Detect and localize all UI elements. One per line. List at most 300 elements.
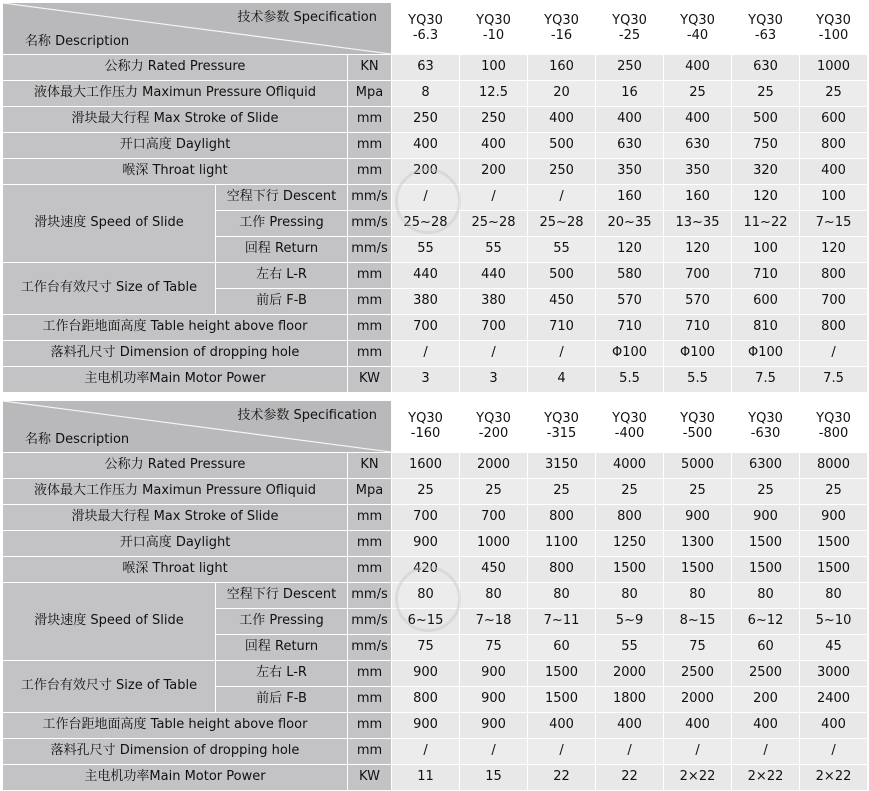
value-cell: 1600 bbox=[392, 453, 460, 479]
value-cell: 2×22 bbox=[664, 765, 732, 791]
spec-header-label: 技术参数 Specification bbox=[237, 10, 378, 25]
spec-row-descent bbox=[3, 583, 868, 609]
value-cell: 2×22 bbox=[800, 765, 868, 791]
value-cell: 7~11 bbox=[528, 609, 596, 635]
value-cell: 800 bbox=[800, 315, 868, 341]
row-label: 公称力 Rated Pressure bbox=[3, 453, 348, 479]
value-cell: 160 bbox=[664, 185, 732, 211]
value-cell: 25 bbox=[800, 81, 868, 107]
value-cell: 380 bbox=[392, 289, 460, 315]
description-header-label: 名称 Description bbox=[25, 33, 130, 49]
value-cell: 11~22 bbox=[732, 211, 800, 237]
unit-cell: KW bbox=[348, 765, 392, 791]
value-cell: 600 bbox=[732, 289, 800, 315]
value-cell: 2000 bbox=[460, 453, 528, 479]
value-cell: 55 bbox=[596, 635, 664, 661]
row-label: 工作台距地面高度 Table height above floor bbox=[3, 315, 348, 341]
unit-cell: Mpa bbox=[348, 81, 392, 107]
model-suffix: -100 bbox=[818, 27, 849, 43]
value-cell: 700 bbox=[664, 263, 732, 289]
value-cell: Φ100 bbox=[596, 341, 664, 367]
value-cell: 450 bbox=[528, 289, 596, 315]
spec-row-table_height bbox=[3, 713, 868, 739]
model-suffix: -160 bbox=[410, 425, 441, 441]
sub-row-label: 前后 F-B bbox=[216, 289, 348, 315]
value-cell: 25 bbox=[800, 479, 868, 505]
value-cell: 2×22 bbox=[732, 765, 800, 791]
value-cell: 100 bbox=[460, 55, 528, 81]
value-cell: / bbox=[664, 739, 732, 765]
value-cell: 250 bbox=[596, 55, 664, 81]
value-cell: 320 bbox=[732, 159, 800, 185]
model-series: YQ30 bbox=[612, 410, 647, 426]
value-cell: 400 bbox=[596, 713, 664, 739]
model-series: YQ30 bbox=[612, 12, 647, 28]
model-series: YQ30 bbox=[544, 410, 579, 426]
value-cell: 440 bbox=[460, 263, 528, 289]
value-cell: 250 bbox=[460, 107, 528, 133]
spec-table-1 bbox=[2, 2, 868, 393]
unit-cell: mm/s bbox=[348, 609, 392, 635]
value-cell: Φ100 bbox=[732, 341, 800, 367]
model-suffix: -630 bbox=[750, 425, 781, 441]
value-cell: 7~18 bbox=[460, 609, 528, 635]
table-header-corner bbox=[3, 3, 392, 55]
value-cell: 380 bbox=[460, 289, 528, 315]
unit-cell: mm/s bbox=[348, 583, 392, 609]
value-cell: 350 bbox=[596, 159, 664, 185]
model-suffix: -63 bbox=[754, 27, 777, 43]
value-cell: 5.5 bbox=[596, 367, 664, 393]
row-label: 公称力 Rated Pressure bbox=[3, 55, 348, 81]
value-cell: 8~15 bbox=[664, 609, 732, 635]
value-cell: 700 bbox=[392, 505, 460, 531]
value-cell: 75 bbox=[392, 635, 460, 661]
value-cell: 400 bbox=[528, 713, 596, 739]
value-cell: 200 bbox=[460, 159, 528, 185]
value-cell: 25~28 bbox=[528, 211, 596, 237]
value-cell: 900 bbox=[732, 505, 800, 531]
unit-cell: mm bbox=[348, 661, 392, 687]
value-cell: 630 bbox=[596, 133, 664, 159]
spec-row-max_pressure bbox=[3, 81, 868, 107]
sub-row-label: 前后 F-B bbox=[216, 687, 348, 713]
unit-cell: mm bbox=[348, 315, 392, 341]
value-cell: 350 bbox=[664, 159, 732, 185]
value-cell: 55 bbox=[460, 237, 528, 263]
unit-cell: mm bbox=[348, 133, 392, 159]
value-cell: 580 bbox=[596, 263, 664, 289]
model-series: YQ30 bbox=[816, 12, 851, 28]
model-series: YQ30 bbox=[680, 12, 715, 28]
value-cell: 800 bbox=[392, 687, 460, 713]
value-cell: 22 bbox=[528, 765, 596, 791]
model-header bbox=[664, 3, 732, 55]
value-cell: 400 bbox=[460, 133, 528, 159]
value-cell: 2400 bbox=[800, 687, 868, 713]
spec-row-descent bbox=[3, 185, 868, 211]
value-cell: 440 bbox=[392, 263, 460, 289]
value-cell: 500 bbox=[528, 263, 596, 289]
row-label: 落料孔尺寸 Dimension of dropping hole bbox=[3, 739, 348, 765]
unit-cell: mm bbox=[348, 739, 392, 765]
value-cell: 25~28 bbox=[460, 211, 528, 237]
value-cell: 7.5 bbox=[732, 367, 800, 393]
spec-row-lr bbox=[3, 661, 868, 687]
value-cell: 200 bbox=[392, 159, 460, 185]
spec-row-rated_pressure bbox=[3, 453, 868, 479]
value-cell: 2500 bbox=[664, 661, 732, 687]
model-header bbox=[732, 3, 800, 55]
value-cell: 80 bbox=[460, 583, 528, 609]
spec-row-rated_pressure bbox=[3, 55, 868, 81]
spec-row-motor bbox=[3, 367, 868, 393]
value-cell: / bbox=[596, 739, 664, 765]
row-label: 工作台距地面高度 Table height above floor bbox=[3, 713, 348, 739]
model-series: YQ30 bbox=[748, 410, 783, 426]
value-cell: 25 bbox=[392, 479, 460, 505]
model-series: YQ30 bbox=[476, 12, 511, 28]
value-cell: 15 bbox=[460, 765, 528, 791]
value-cell: 7.5 bbox=[800, 367, 868, 393]
value-cell: 2000 bbox=[664, 687, 732, 713]
value-cell: 900 bbox=[392, 531, 460, 557]
value-cell: 60 bbox=[528, 635, 596, 661]
value-cell: 63 bbox=[392, 55, 460, 81]
value-cell: 1500 bbox=[800, 557, 868, 583]
model-series: YQ30 bbox=[816, 410, 851, 426]
model-series: YQ30 bbox=[408, 410, 443, 426]
value-cell: 80 bbox=[800, 583, 868, 609]
sub-row-label: 空程下行 Descent bbox=[216, 583, 348, 609]
value-cell: / bbox=[528, 185, 596, 211]
value-cell: 570 bbox=[596, 289, 664, 315]
model-header bbox=[460, 3, 528, 55]
spec-row-throat bbox=[3, 159, 868, 185]
value-cell: / bbox=[528, 739, 596, 765]
unit-cell: KW bbox=[348, 367, 392, 393]
value-cell: 120 bbox=[732, 185, 800, 211]
value-cell: 25 bbox=[664, 81, 732, 107]
spec-row-daylight bbox=[3, 133, 868, 159]
value-cell: 630 bbox=[732, 55, 800, 81]
model-header bbox=[732, 401, 800, 453]
value-cell: / bbox=[528, 341, 596, 367]
sub-row-label: 回程 Return bbox=[216, 237, 348, 263]
value-cell: 22 bbox=[596, 765, 664, 791]
model-suffix: -25 bbox=[618, 27, 641, 43]
value-cell: / bbox=[392, 185, 460, 211]
unit-cell: mm bbox=[348, 687, 392, 713]
value-cell: 12.5 bbox=[460, 81, 528, 107]
value-cell: 3000 bbox=[800, 661, 868, 687]
row-label: 主电机功率Main Motor Power bbox=[3, 765, 348, 791]
value-cell: 5~10 bbox=[800, 609, 868, 635]
value-cell: 420 bbox=[392, 557, 460, 583]
value-cell: 450 bbox=[460, 557, 528, 583]
model-header bbox=[596, 3, 664, 55]
spec-row-table_height bbox=[3, 315, 868, 341]
spec-header-label: 技术参数 Specification bbox=[237, 408, 378, 423]
value-cell: 45 bbox=[800, 635, 868, 661]
value-cell: 1000 bbox=[460, 531, 528, 557]
model-series: YQ30 bbox=[748, 12, 783, 28]
value-cell: 25 bbox=[732, 479, 800, 505]
value-cell: 1800 bbox=[596, 687, 664, 713]
value-cell: 400 bbox=[528, 107, 596, 133]
unit-cell: mm bbox=[348, 341, 392, 367]
value-cell: 5.5 bbox=[664, 367, 732, 393]
model-header bbox=[528, 401, 596, 453]
row-label: 液体最大工作压力 Maximun Pressure Ofliquid bbox=[3, 479, 348, 505]
model-suffix: -400 bbox=[614, 425, 645, 441]
row-label: 喉深 Throat light bbox=[3, 159, 348, 185]
value-cell: 80 bbox=[732, 583, 800, 609]
value-cell: 5000 bbox=[664, 453, 732, 479]
model-series: YQ30 bbox=[476, 410, 511, 426]
unit-cell: mm bbox=[348, 505, 392, 531]
unit-cell: mm/s bbox=[348, 237, 392, 263]
value-cell: 100 bbox=[800, 185, 868, 211]
value-cell: 1500 bbox=[528, 687, 596, 713]
value-cell: / bbox=[800, 739, 868, 765]
group-label-speed: 滑块速度 Speed of Slide bbox=[3, 185, 216, 263]
spec-row-max_pressure bbox=[3, 479, 868, 505]
value-cell: 400 bbox=[800, 713, 868, 739]
value-cell: 120 bbox=[596, 237, 664, 263]
value-cell: 400 bbox=[664, 55, 732, 81]
spec-row-max_stroke bbox=[3, 505, 868, 531]
value-cell: 75 bbox=[664, 635, 732, 661]
unit-cell: KN bbox=[348, 453, 392, 479]
value-cell: 900 bbox=[664, 505, 732, 531]
value-cell: 80 bbox=[664, 583, 732, 609]
model-header bbox=[392, 401, 460, 453]
value-cell: 800 bbox=[800, 263, 868, 289]
group-label-table-size: 工作台有效尺寸 Size of Table bbox=[3, 661, 216, 713]
model-header bbox=[528, 3, 596, 55]
value-cell: 500 bbox=[732, 107, 800, 133]
value-cell: 800 bbox=[528, 505, 596, 531]
value-cell: 250 bbox=[392, 107, 460, 133]
group-label-speed: 滑块速度 Speed of Slide bbox=[3, 583, 216, 661]
value-cell: 160 bbox=[596, 185, 664, 211]
value-cell: 3150 bbox=[528, 453, 596, 479]
unit-cell: KN bbox=[348, 55, 392, 81]
value-cell: 1500 bbox=[732, 557, 800, 583]
unit-cell: mm bbox=[348, 713, 392, 739]
spec-row-lr bbox=[3, 263, 868, 289]
value-cell: 400 bbox=[800, 159, 868, 185]
value-cell: / bbox=[460, 739, 528, 765]
spec-row-max_stroke bbox=[3, 107, 868, 133]
value-cell: 75 bbox=[460, 635, 528, 661]
sub-row-label: 左右 L-R bbox=[216, 263, 348, 289]
value-cell: 25 bbox=[460, 479, 528, 505]
value-cell: 710 bbox=[528, 315, 596, 341]
value-cell: 1500 bbox=[732, 531, 800, 557]
row-label: 滑块最大行程 Max Stroke of Slide bbox=[3, 505, 348, 531]
value-cell: 20~35 bbox=[596, 211, 664, 237]
model-series: YQ30 bbox=[680, 410, 715, 426]
value-cell: 900 bbox=[800, 505, 868, 531]
value-cell: 120 bbox=[800, 237, 868, 263]
value-cell: 80 bbox=[596, 583, 664, 609]
sub-row-label: 工作 Pressing bbox=[216, 609, 348, 635]
value-cell: 1300 bbox=[664, 531, 732, 557]
value-cell: 25 bbox=[732, 81, 800, 107]
value-cell: 20 bbox=[528, 81, 596, 107]
value-cell: 900 bbox=[460, 713, 528, 739]
model-suffix: -500 bbox=[682, 425, 713, 441]
sub-row-label: 左右 L-R bbox=[216, 661, 348, 687]
value-cell: 250 bbox=[528, 159, 596, 185]
row-label: 主电机功率Main Motor Power bbox=[3, 367, 348, 393]
value-cell: 900 bbox=[460, 687, 528, 713]
value-cell: 100 bbox=[732, 237, 800, 263]
model-suffix: -315 bbox=[546, 425, 577, 441]
row-label: 喉深 Throat light bbox=[3, 557, 348, 583]
table-header-corner bbox=[3, 401, 392, 453]
value-cell: 900 bbox=[460, 661, 528, 687]
value-cell: 6~15 bbox=[392, 609, 460, 635]
value-cell: 400 bbox=[664, 107, 732, 133]
value-cell: 7~15 bbox=[800, 211, 868, 237]
value-cell: 700 bbox=[460, 505, 528, 531]
model-series: YQ30 bbox=[408, 12, 443, 28]
value-cell: 800 bbox=[800, 133, 868, 159]
spec-row-throat bbox=[3, 557, 868, 583]
value-cell: 4000 bbox=[596, 453, 664, 479]
description-header-label: 名称 Description bbox=[25, 431, 130, 447]
value-cell: 25 bbox=[596, 479, 664, 505]
unit-cell: mm bbox=[348, 531, 392, 557]
value-cell: 750 bbox=[732, 133, 800, 159]
spec-table-2 bbox=[2, 400, 868, 791]
unit-cell: mm bbox=[348, 263, 392, 289]
value-cell: 1500 bbox=[528, 661, 596, 687]
value-cell: 1100 bbox=[528, 531, 596, 557]
value-cell: 25 bbox=[664, 479, 732, 505]
value-cell: 800 bbox=[596, 505, 664, 531]
value-cell: 55 bbox=[528, 237, 596, 263]
spec-row-dropping_hole bbox=[3, 739, 868, 765]
model-suffix: -6.3 bbox=[412, 27, 439, 43]
value-cell: 2500 bbox=[732, 661, 800, 687]
value-cell: 6300 bbox=[732, 453, 800, 479]
value-cell: 3 bbox=[460, 367, 528, 393]
value-cell: 630 bbox=[664, 133, 732, 159]
value-cell: 55 bbox=[392, 237, 460, 263]
value-cell: 810 bbox=[732, 315, 800, 341]
value-cell: 400 bbox=[596, 107, 664, 133]
spec-row-motor bbox=[3, 765, 868, 791]
row-label: 开口高度 Daylight bbox=[3, 133, 348, 159]
unit-cell: mm bbox=[348, 107, 392, 133]
unit-cell: mm/s bbox=[348, 635, 392, 661]
value-cell: 700 bbox=[392, 315, 460, 341]
value-cell: / bbox=[460, 185, 528, 211]
model-suffix: -10 bbox=[482, 27, 505, 43]
model-header bbox=[460, 401, 528, 453]
value-cell: 25 bbox=[528, 479, 596, 505]
model-series: YQ30 bbox=[544, 12, 579, 28]
value-cell: / bbox=[732, 739, 800, 765]
row-label: 落料孔尺寸 Dimension of dropping hole bbox=[3, 341, 348, 367]
model-header bbox=[596, 401, 664, 453]
value-cell: 6~12 bbox=[732, 609, 800, 635]
value-cell: 400 bbox=[392, 133, 460, 159]
value-cell: 900 bbox=[392, 713, 460, 739]
value-cell: 120 bbox=[664, 237, 732, 263]
value-cell: 700 bbox=[800, 289, 868, 315]
value-cell: 500 bbox=[528, 133, 596, 159]
model-suffix: -800 bbox=[818, 425, 849, 441]
unit-cell: mm bbox=[348, 557, 392, 583]
value-cell: 160 bbox=[528, 55, 596, 81]
value-cell: 60 bbox=[732, 635, 800, 661]
value-cell: 710 bbox=[596, 315, 664, 341]
model-header bbox=[664, 401, 732, 453]
value-cell: 80 bbox=[528, 583, 596, 609]
value-cell: 1500 bbox=[800, 531, 868, 557]
value-cell: 710 bbox=[664, 315, 732, 341]
unit-cell: mm bbox=[348, 289, 392, 315]
value-cell: 2000 bbox=[596, 661, 664, 687]
row-label: 开口高度 Daylight bbox=[3, 531, 348, 557]
value-cell: 16 bbox=[596, 81, 664, 107]
row-label: 滑块最大行程 Max Stroke of Slide bbox=[3, 107, 348, 133]
value-cell: 11 bbox=[392, 765, 460, 791]
value-cell: 5~9 bbox=[596, 609, 664, 635]
value-cell: 80 bbox=[392, 583, 460, 609]
unit-cell: Mpa bbox=[348, 479, 392, 505]
value-cell: 3 bbox=[392, 367, 460, 393]
model-header bbox=[800, 401, 868, 453]
value-cell: 1500 bbox=[664, 557, 732, 583]
value-cell: 600 bbox=[800, 107, 868, 133]
value-cell: 400 bbox=[664, 713, 732, 739]
model-suffix: -16 bbox=[550, 27, 573, 43]
value-cell: 1500 bbox=[596, 557, 664, 583]
value-cell: / bbox=[392, 341, 460, 367]
model-header bbox=[800, 3, 868, 55]
model-suffix: -200 bbox=[478, 425, 509, 441]
model-header bbox=[392, 3, 460, 55]
group-label-table-size: 工作台有效尺寸 Size of Table bbox=[3, 263, 216, 315]
sub-row-label: 工作 Pressing bbox=[216, 211, 348, 237]
value-cell: 900 bbox=[392, 661, 460, 687]
value-cell: / bbox=[460, 341, 528, 367]
unit-cell: mm/s bbox=[348, 211, 392, 237]
value-cell: Φ100 bbox=[664, 341, 732, 367]
unit-cell: mm bbox=[348, 159, 392, 185]
sub-row-label: 空程下行 Descent bbox=[216, 185, 348, 211]
value-cell: 200 bbox=[732, 687, 800, 713]
spec-row-daylight bbox=[3, 531, 868, 557]
model-suffix: -40 bbox=[686, 27, 709, 43]
value-cell: 800 bbox=[528, 557, 596, 583]
value-cell: 13~35 bbox=[664, 211, 732, 237]
value-cell: 1250 bbox=[596, 531, 664, 557]
value-cell: 1000 bbox=[800, 55, 868, 81]
value-cell: 570 bbox=[664, 289, 732, 315]
spec-row-dropping_hole bbox=[3, 341, 868, 367]
value-cell: / bbox=[800, 341, 868, 367]
value-cell: 4 bbox=[528, 367, 596, 393]
sub-row-label: 回程 Return bbox=[216, 635, 348, 661]
unit-cell: mm/s bbox=[348, 185, 392, 211]
